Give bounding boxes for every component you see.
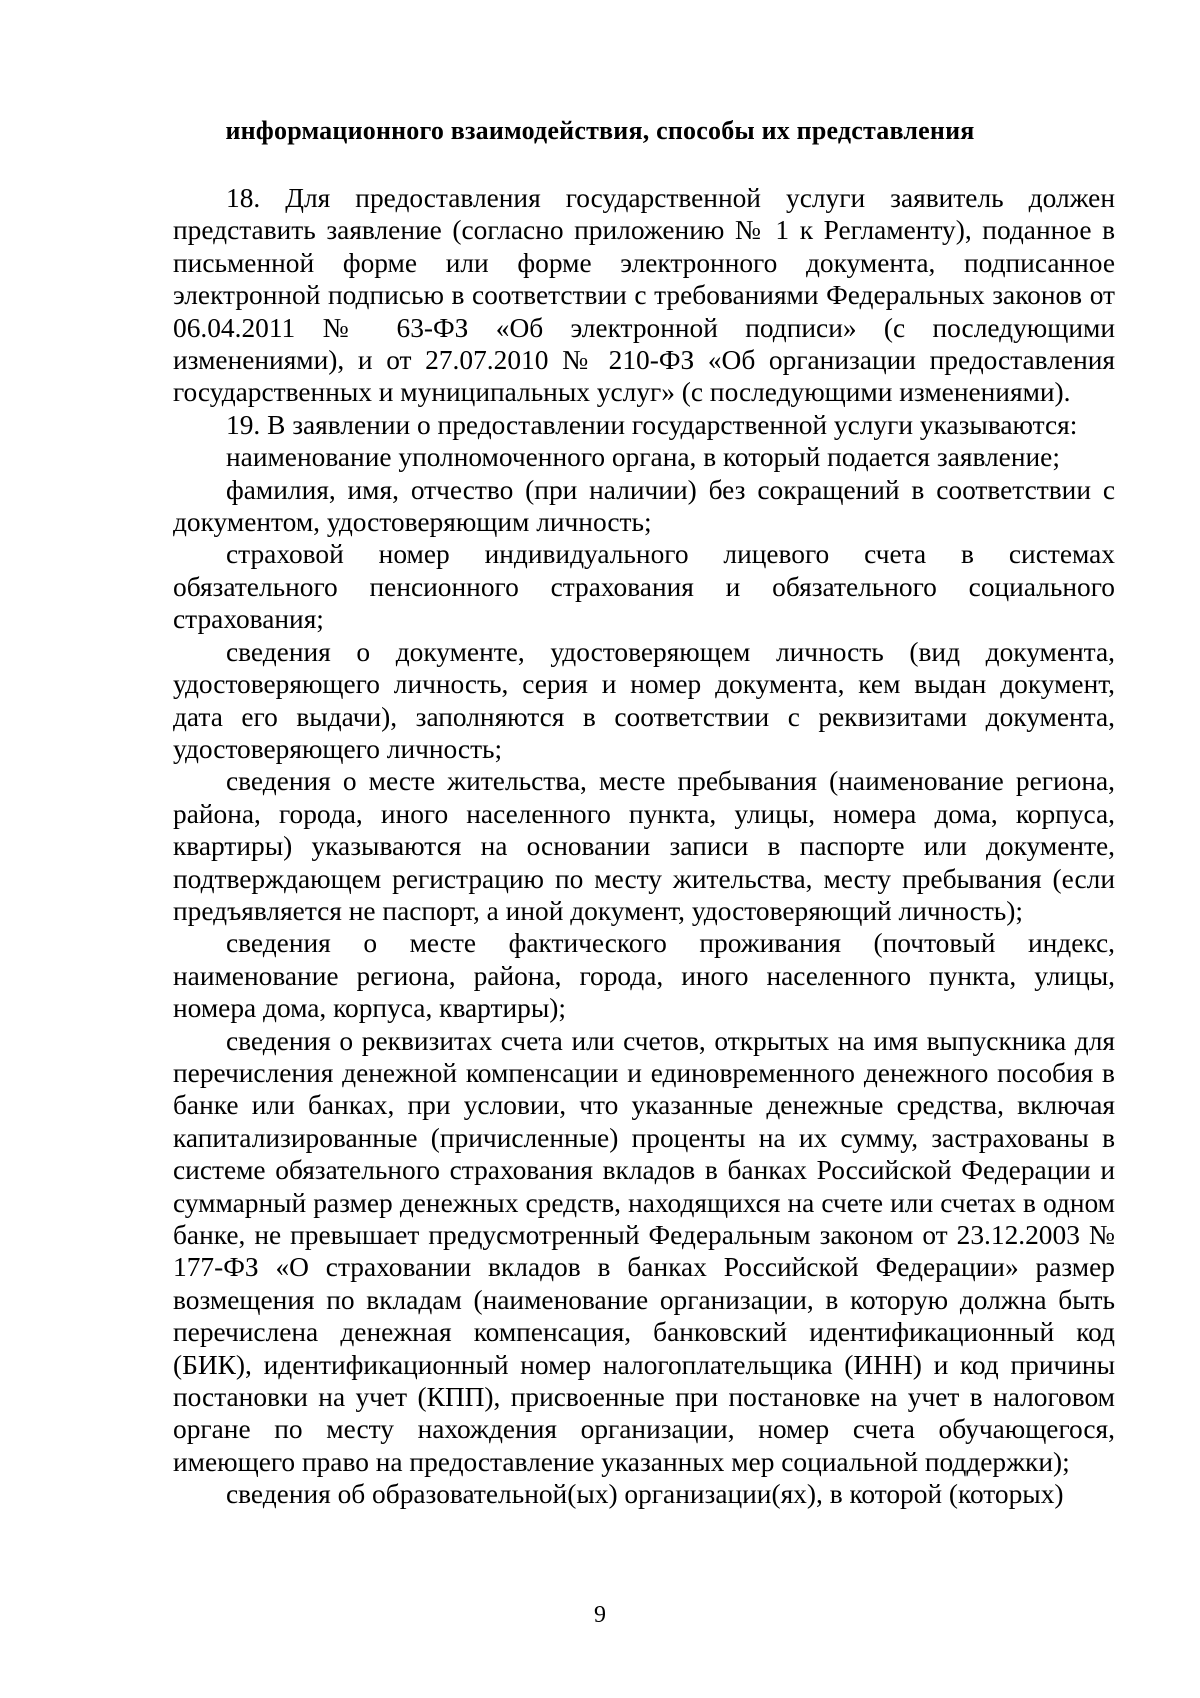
paragraph-19: 19. В заявлении о предоставлении государственной услуги указываются: — [226, 409, 1078, 440]
list-item-authority-name: наименование уполномоченного органа, в который подается заявление; — [226, 442, 1060, 473]
list-item-bank-account: сведения о реквизитах счета или счетов, открытых на имя выпускника для перечисления денежной компенсации и единовременного денежного пособия в банке или банках, при условии, что указанные денежные средства, включая капитализированные (причисленные) проценты на их сумму, застрахованы в системе обязательного страхования вкладов в банках Российской Федерации и суммарный размер денежных средств, находящихся на счете или счетах в одном банке, не превышает предусмотренный Федеральным законом от 23.12.2003 № 177-ФЗ «О страховании вкладов в банках Российской Федерации» размер возмещения по вкладам (наименование организации, в которую должна быть перечислена денежная компенсация, банковский идентификационный код (БИК), идентификационный номер налогоплательщика (ИНН) и код причины постановки на учет (КПП), присвоенные при постановке на учет в налоговом органе по месту нахождения организации, номер счета обучающегося, имеющего право на предоставление указанных мер социальной поддержки); — [173, 1025, 1115, 1477]
page-number: 9 — [594, 1602, 606, 1628]
list-item-identity-document: сведения о документе, удостоверяющем личность (вид документа, удостоверяющего личность, серия и номер документа, кем выдан документ, дата его выдачи), заполняются в соответствии с реквизитами документа, удостоверяющего личность; — [173, 636, 1115, 764]
document-body — [173, 182, 1115, 1511]
list-item-insurance-number: страховой номер индивидуального лицевого счета в системах обязательного пенсионного страхования и обязательного социального страхования; — [173, 539, 1115, 635]
list-item-actual-residence: сведения о месте фактического проживания (почтовый индекс, наименование региона, района, города, иного населенного пункта, улицы, номера дома, корпуса, квартиры); — [173, 928, 1115, 1024]
list-item-full-name: фамилия, имя, отчество (при наличии) без сокращений в соответствии с документом, удостоверяющим личность; — [173, 474, 1115, 538]
paragraph-18: 18. Для предоставления государственной услуги заявитель должен представить заявление (согласно приложению № 1 к Регламенту), поданное в письменной форме или форме электронного документа, подписанное электронной подписью в соответствии с требованиями Федеральных законов от 06.04.2011 № 63-ФЗ «Об электронной подписи» (с последующими изменениями), и от 27.07.2010 № 210-ФЗ «Об организации предоставления государственных и муниципальных услуг» (с последующими изменениями). — [173, 183, 1115, 408]
list-item-residence: сведения о месте жительства, месте пребывания (наименование региона, района, города, иного населенного пункта, улицы, номера дома, корпуса, квартиры) указываются на основании записи в паспорте или документе, подтверждающем регистрацию по месту жительства, месту пребывания (если предъявляется не паспорт, а иной документ, удостоверяющий личность); — [173, 766, 1115, 926]
section-heading: информационного взаимодействия, способы их представления — [225, 116, 975, 145]
list-item-educational-organization: сведения об образовательной(ых) организации(ях), в которой (которых) — [226, 1479, 1064, 1510]
